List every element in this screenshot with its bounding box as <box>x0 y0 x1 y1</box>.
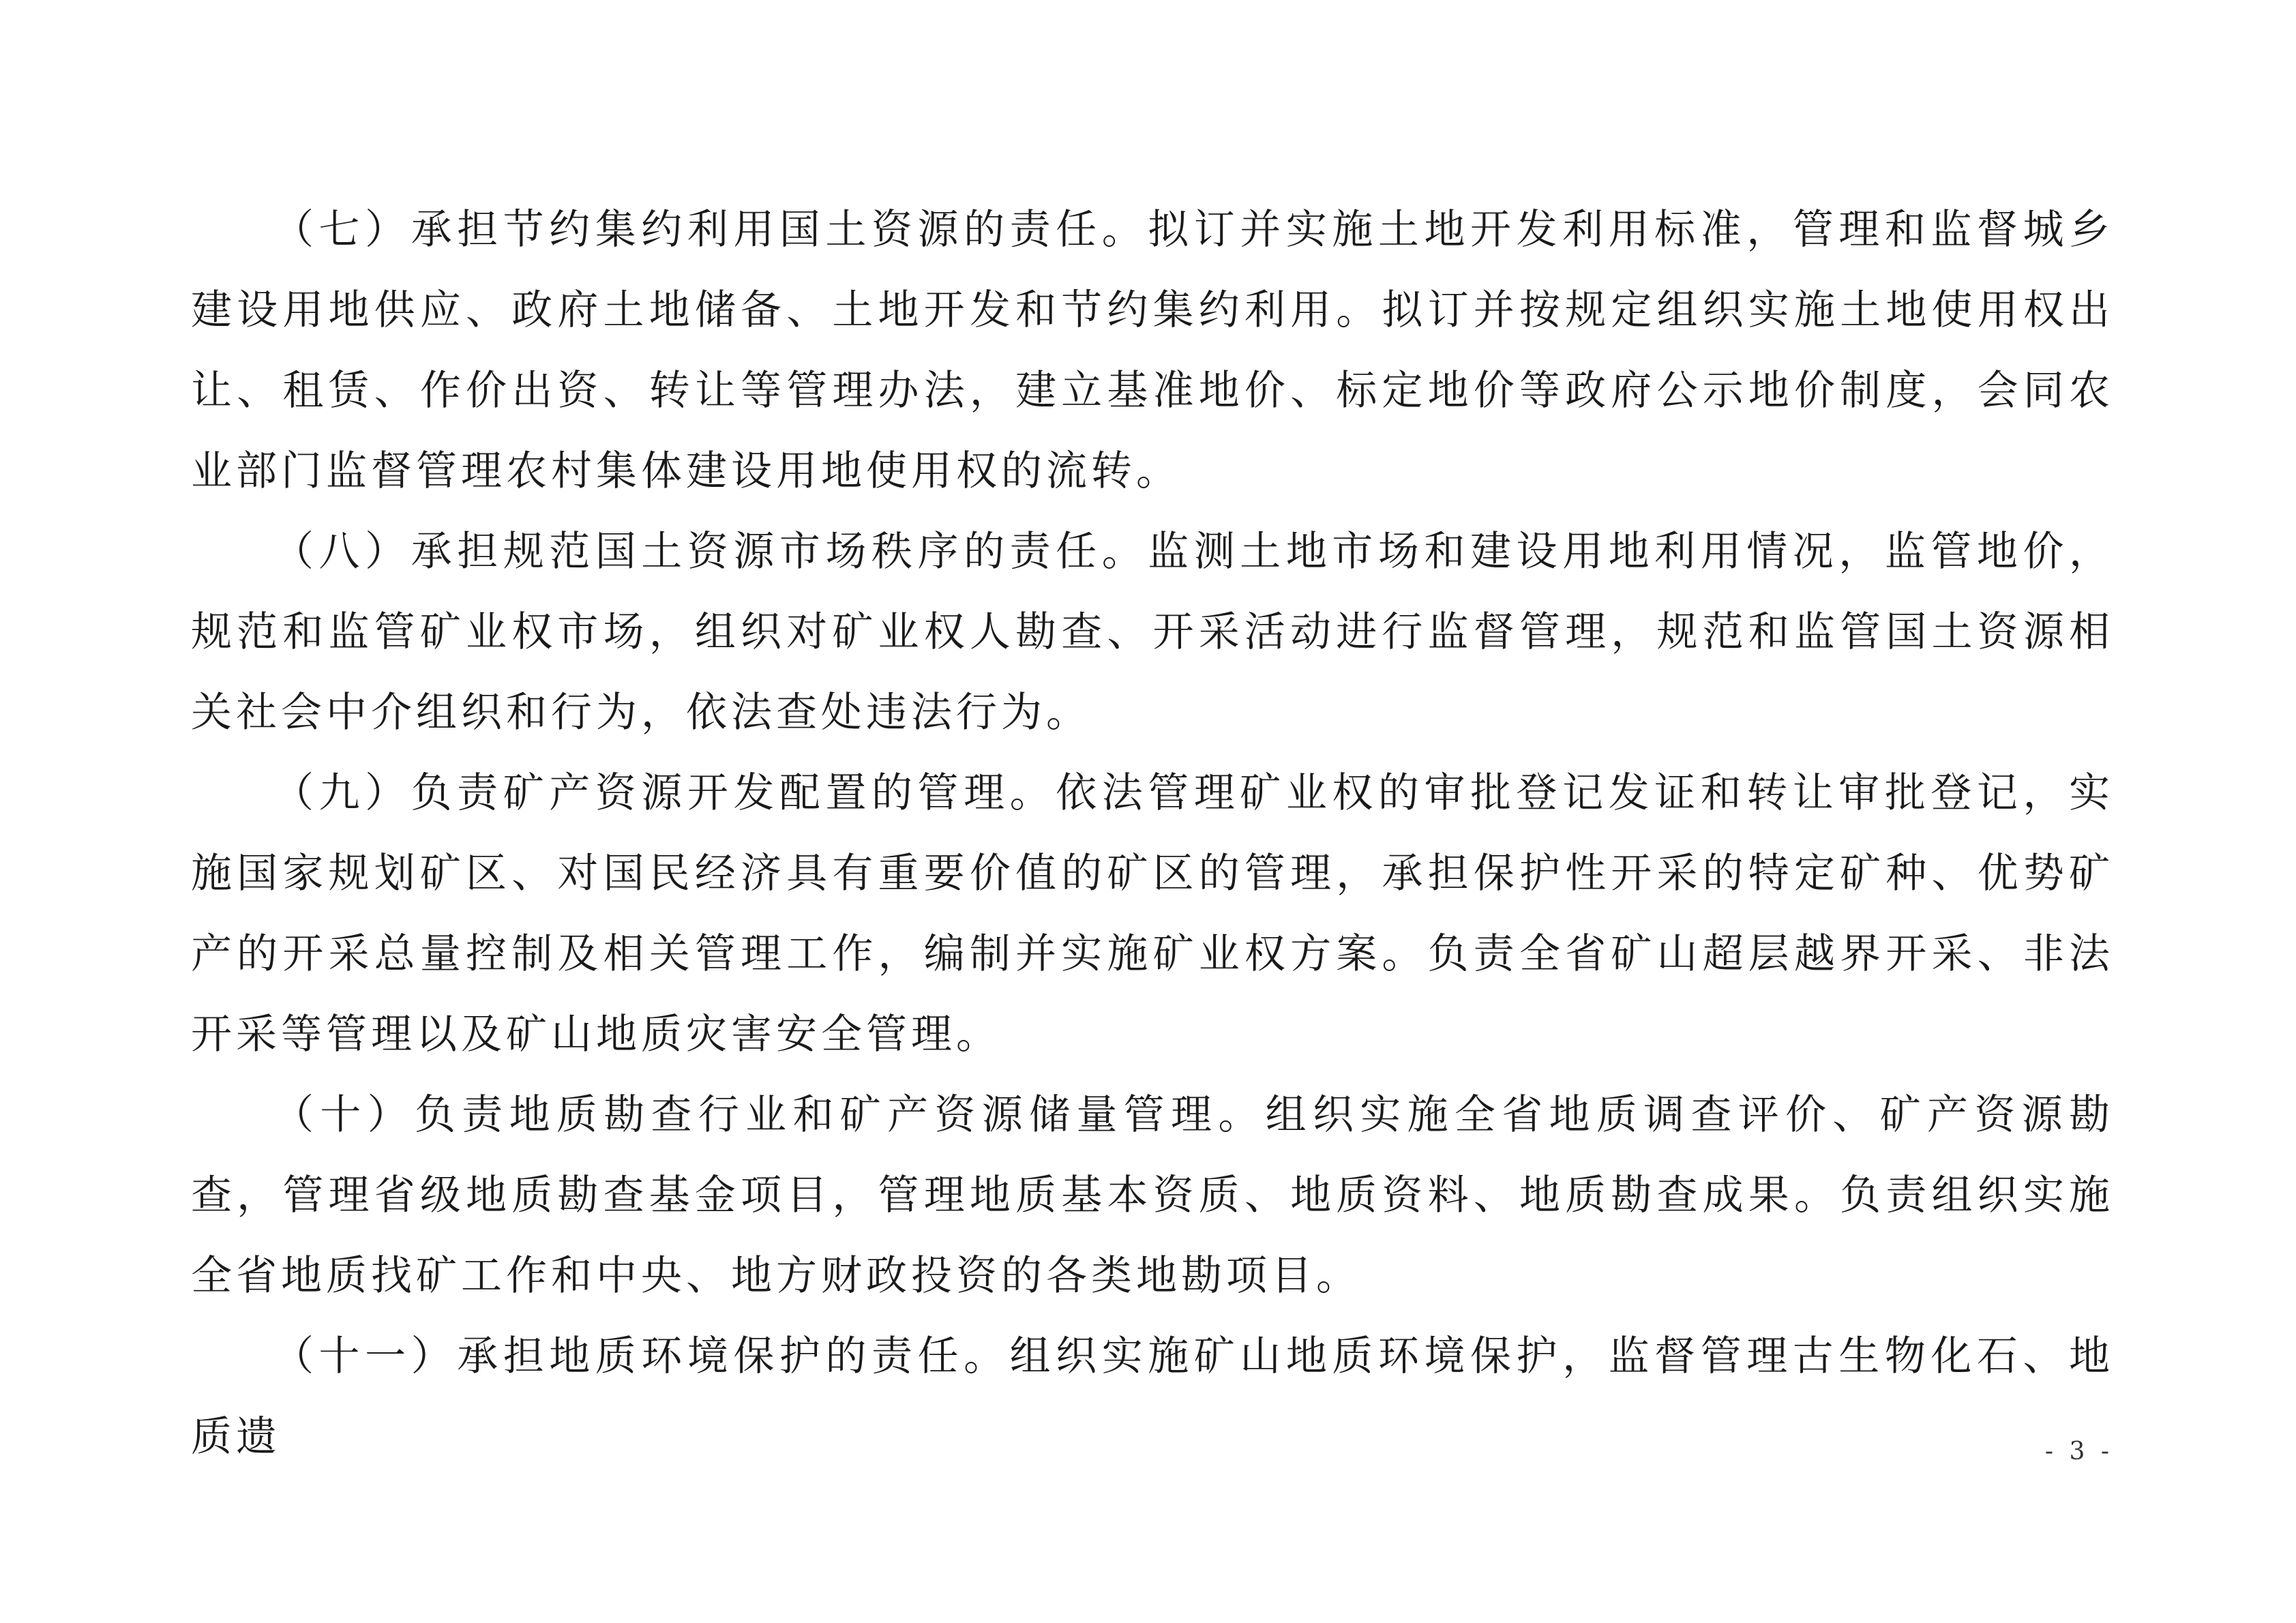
paragraph-10: （十）负责地质勘查行业和矿产资源储量管理。组织实施全省地质调查评价、矿产资源勘查，管理省级地质勘查基金项目，管理地质基本资质、地质资料、地质勘查成果。负责组织实施全省地质找矿工作和中央、地方财政投资的各类地勘项目。 <box>191 1091 2114 1300</box>
paragraph-9: （九）负责矿产资源开发配置的管理。依法管理矿业权的审批登记发证和转让审批登记，实施国家规划矿区、对国民经济具有重要价值的矿区的管理，承担保护性开采的特定矿种、优势矿产的开采总量控制及相关管理工作，编制并实施矿业权方案。负责全省矿山超层越界开采、非法开采等管理以及矿山地质灾害安全管理。 <box>191 769 2114 1058</box>
paragraph-7: （七）承担节约集约利用国土资源的责任。拟订并实施土地开发利用标准，管理和监督城乡建设用地供应、政府土地储备、土地开发和节约集约利用。拟订并按规定组织实施土地使用权出让、租赁、作价出资、转让等管理办法，建立基准地价、标定地价等政府公示地价制度，会同农业部门监督管理农村集体建设用地使用权的流转。 <box>191 206 2114 495</box>
page-number: - 3 - <box>2044 1438 2113 1465</box>
paragraph-8: （八）承担规范国土资源市场秩序的责任。监测土地市场和建设用地利用情况，监管地价，规范和监管矿业权市场，组织对矿业权人勘查、开采活动进行监督管理，规范和监管国土资源相关社会中介组织和行为，依法查处违法行为。 <box>191 528 2114 736</box>
document-body <box>191 190 2114 1477</box>
paragraph-11: （十一）承担地质环境保护的责任。组织实施矿山地质环境保护，监督管理古生物化石、地质遗 <box>191 1332 2114 1461</box>
